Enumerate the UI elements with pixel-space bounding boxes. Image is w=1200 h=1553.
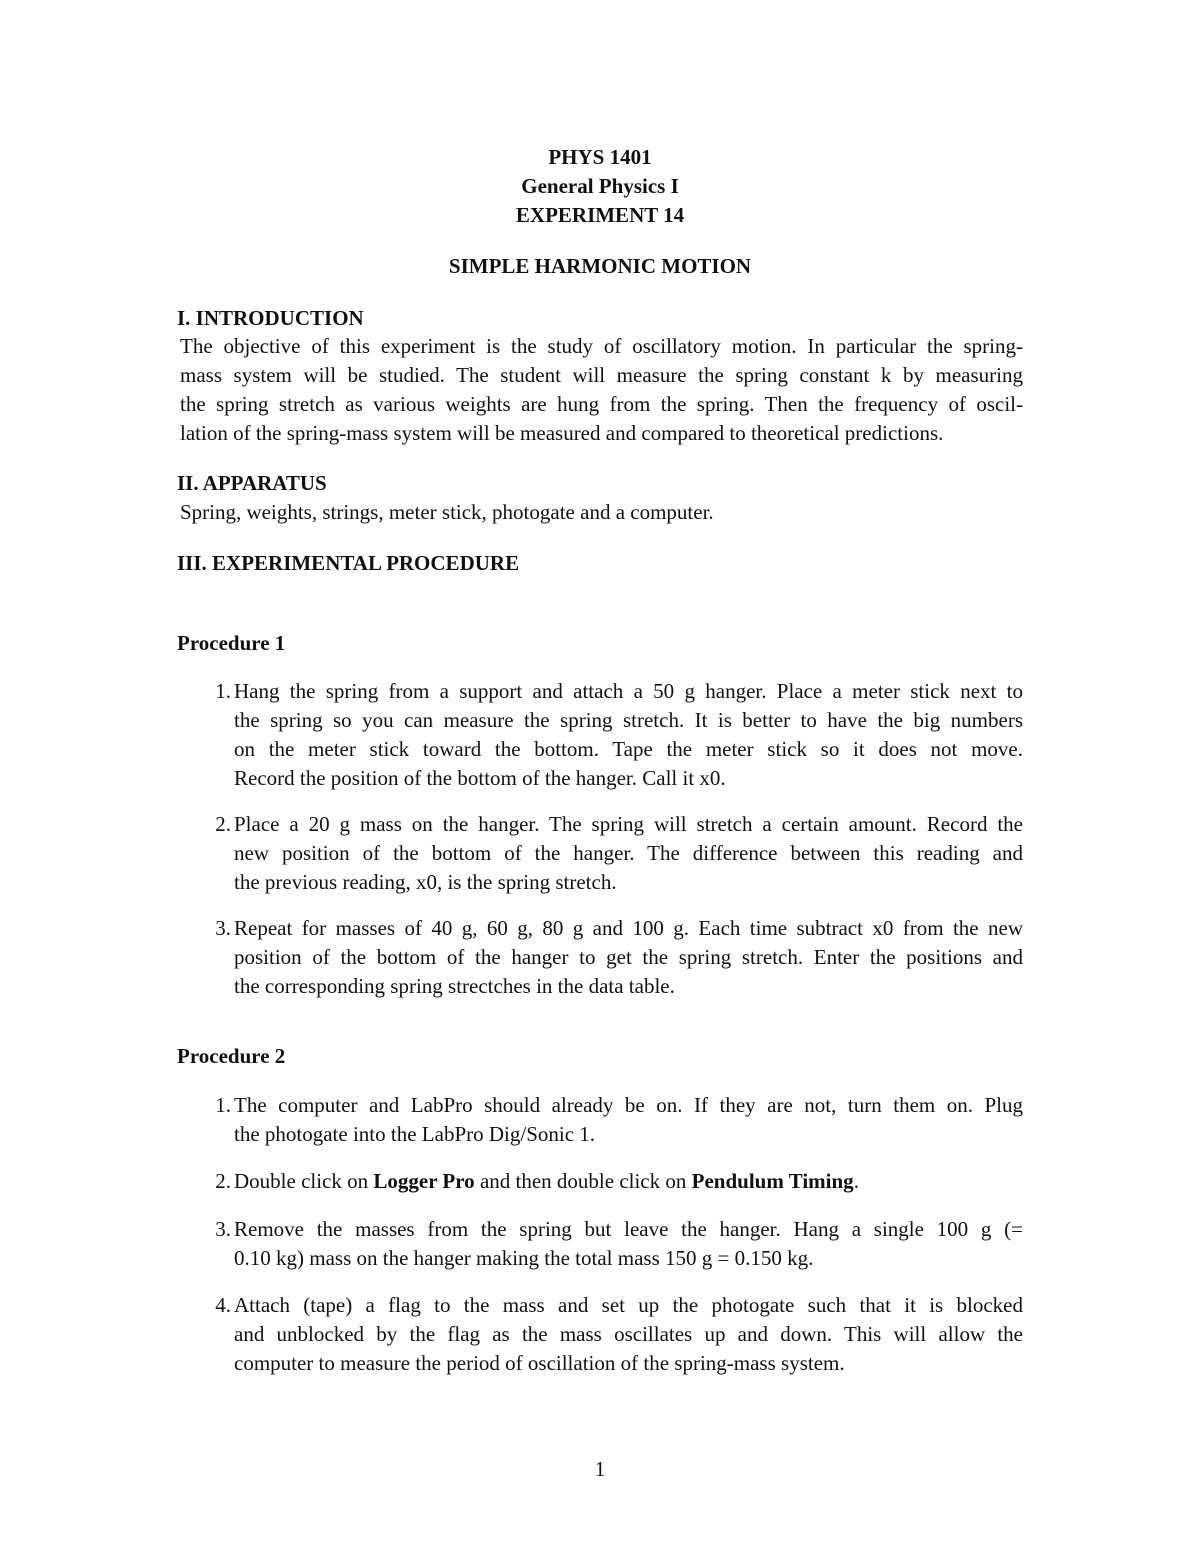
logger-pro-label: Logger Pro bbox=[373, 1169, 475, 1193]
step-line: 0.10 kg) mass on the hanger making the total mass 150 g = 0.150 kg. bbox=[234, 1246, 814, 1270]
step-text: Double click on bbox=[234, 1169, 374, 1193]
intro-line-1: The objective of this experiment is the study of oscillatory motion. In particular the spring- bbox=[180, 334, 1023, 358]
step-line: the previous reading, x0, is the spring stretch. bbox=[234, 870, 617, 894]
step-line: Place a 20 g mass on the hanger. The spring will stretch a certain amount. Record the bbox=[234, 812, 1023, 836]
step-line: the corresponding spring strectches in the data table. bbox=[234, 974, 675, 998]
step-line: new position of the bottom of the hanger. The difference between this reading and bbox=[234, 841, 1023, 865]
document-title: SIMPLE HARMONIC MOTION bbox=[448, 254, 752, 278]
step-number: 3. bbox=[215, 916, 231, 940]
step-line: the spring so you can measure the spring stretch. It is better to have the big numbers bbox=[234, 708, 1023, 732]
step-number: 1. bbox=[215, 1093, 231, 1117]
intro-line-3: the spring stretch as various weights are hung from the spring. Then the frequency of oscil- bbox=[180, 392, 1023, 416]
pendulum-timing-label: Pendulum Timing bbox=[691, 1169, 854, 1193]
step-line: computer to measure the period of oscillation of the spring-mass system. bbox=[234, 1351, 845, 1375]
step-number: 2. bbox=[215, 812, 231, 836]
step-line: and unblocked by the flag as the mass oscillates up and down. This will allow the bbox=[234, 1322, 1023, 1346]
apparatus-heading: II. APPARATUS bbox=[177, 471, 327, 495]
step-line: Record the position of the bottom of the hanger. Call it x0. bbox=[234, 766, 726, 790]
course-code: PHYS 1401 bbox=[548, 145, 652, 169]
procedure-heading: III. EXPERIMENTAL PROCEDURE bbox=[177, 551, 520, 575]
step-line: position of the bottom of the hanger to get the spring stretch. Enter the positions and bbox=[234, 945, 1023, 969]
step-line: on the meter stick toward the bottom. Tape the meter stick so it does not move. bbox=[234, 737, 1023, 761]
step-line: Hang the spring from a support and attach a 50 g hanger. Place a meter stick next to bbox=[234, 679, 1023, 703]
intro-line-2: mass system will be studied. The student will measure the spring constant k by measuring bbox=[180, 363, 1023, 387]
step-line: Repeat for masses of 40 g, 60 g, 80 g and 100 g. Each time subtract x0 from the new bbox=[234, 916, 1023, 940]
experiment-number: EXPERIMENT 14 bbox=[515, 203, 685, 227]
step-line: The computer and LabPro should already be on. If they are not, turn them on. Plug bbox=[234, 1093, 1023, 1117]
step-number: 4. bbox=[215, 1293, 231, 1317]
apparatus-text: Spring, weights, strings, meter stick, photogate and a computer. bbox=[180, 500, 714, 524]
step-number: 2. bbox=[215, 1169, 231, 1193]
procedure-1-heading: Procedure 1 bbox=[177, 631, 286, 655]
step-number: 1. bbox=[215, 679, 231, 703]
introduction-paragraph bbox=[177, 332, 1023, 448]
introduction-heading: I. INTRODUCTION bbox=[177, 306, 364, 330]
step-line: Remove the masses from the spring but leave the hanger. Hang a single 100 g (= bbox=[234, 1217, 1023, 1241]
step-text: and then double click on bbox=[474, 1169, 692, 1193]
step-text: . bbox=[853, 1169, 859, 1193]
step-line: Attach (tape) a flag to the mass and set up the photogate such that it is blocked bbox=[234, 1293, 1023, 1317]
course-name: General Physics I bbox=[521, 174, 679, 198]
step-number: 3. bbox=[215, 1217, 231, 1241]
page-number: 1 bbox=[594, 1457, 606, 1481]
intro-line-4: lation of the spring-mass system will be measured and compared to theoretical predictions. bbox=[180, 421, 944, 445]
procedure-2-heading: Procedure 2 bbox=[177, 1044, 286, 1068]
step-line: the photogate into the LabPro Dig/Sonic 1. bbox=[234, 1122, 596, 1146]
